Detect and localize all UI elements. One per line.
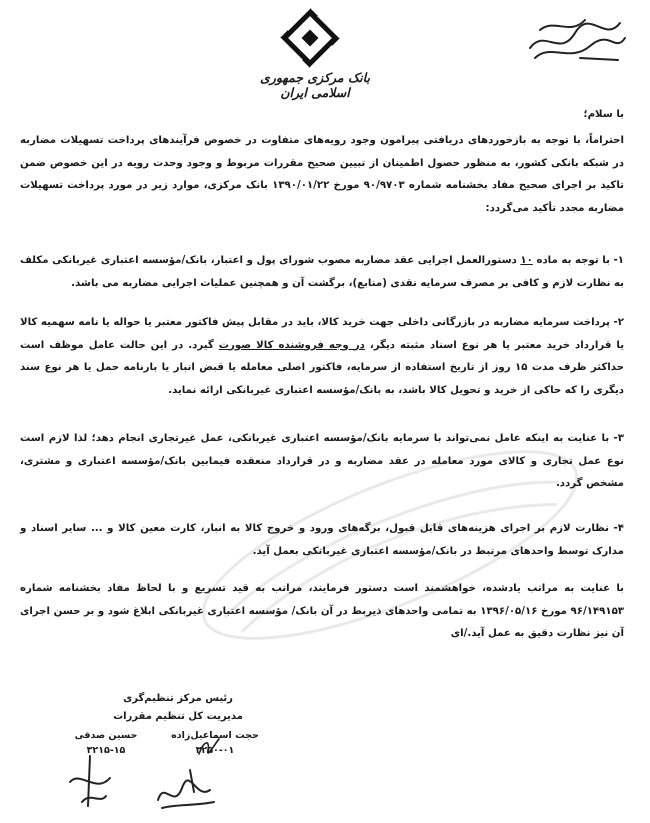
item-1-article-number: ۱۰ — [520, 255, 533, 266]
signatory-1-name: حجت اسماعیل‌زاده — [171, 730, 259, 741]
signatory-1-code: ۳۲۵۰-۰۱ — [195, 745, 235, 756]
item-1-text: دستورالعمل اجرایی عقد مضاربه مصوب شورای پول و اعتبار، بانک/مؤسسه اعتباری غیربانکی مکلف به نظارت لازم و کافی بر مصرف سرمایه نقدی (منابع)، برگشت آن و همچنین عملیات اجرایی مضاربه می باشد. — [20, 255, 624, 289]
signature-titles — [78, 690, 278, 726]
signature-1-icon — [150, 760, 220, 819]
bank-name: بانک مرکزی جمهوری اسلامی ایران — [260, 70, 370, 100]
signatory-2-name: حسین صدقی — [74, 730, 138, 741]
letter-item-1 — [20, 250, 624, 295]
signature-title-2: مدیریت کل تنظیم مقررات — [113, 711, 243, 722]
letter-item-4: ۴- نظارت لازم بر اجرای هزینه‌های قابل قبول، برگه‌های ورود و خروج کالا به انبار، کارت معین کالا و ... سایر اسناد و مدارک توسط واحدهای مرتبط در بانک/مؤسسه اعتباری غیربانکی بعمل آید. — [20, 523, 624, 557]
letter-item-3: ۳- با عنایت به اینکه عامل نمی‌تواند با سرمایه بانک/مؤسسه اعتباری غیربانکی، عمل غیرتجاری انجام دهد؛ لذا لازم است نوع عمل تجاری و کالای مورد معامله در عقد مضاربه و در قرارداد منعقده فیمابین بانک/مؤسسه اعتباری و مشتری، مشخص گردد. — [20, 433, 624, 490]
handwritten-stamp-icon — [520, 8, 630, 68]
central-bank-logo-icon — [278, 6, 342, 70]
letter-item-2 — [20, 312, 624, 402]
letter-greeting: با سلام؛ — [583, 109, 624, 120]
letter-closing: با عنایت به مراتب یادشده، خواهشمند است دستور فرمایند، مراتب به قید تسریع و با لحاظ مفاد بخشنامه شماره ۹۶/۱۴۹۱۵۳ مورخ ۱۳۹۶/۰۵/۱۶ به تمامی واحدهای ذیربط در آن بانک/ مؤسسه اعتباری غیربانکی ابلاغ شود و بر حسن اجرای آن نیز نظارت دقیق به عمل آید./ای — [20, 583, 625, 640]
signature-1-initial-icon — [196, 736, 222, 762]
letter-intro: احتراماً، با توجه به بازخوردهای دریافتی پیرامون وجود رویه‌های متفاوت در خصوص فرآیندهای پرداخت تسهیلات مضاربه در شبکه بانکی کشور، به منظور حصول اطمینان از تبیین صحیح مقررات مربوط و وجود وحدت رویه در این خصوص ضمن تاکید بر اجرای صحیح مفاد بخشنامه شماره ۹۰/۹۷۰۳ مورخ ۱۳۹۰/۰۱/۲۲ بانک مرکزی، موارد زیر در مورد پرداخت تسهیلات مضاربه مجدد تأکید می‌گردد: — [20, 135, 625, 214]
signature-title-1: رئیس مرکز تنظیم‌گری — [123, 693, 233, 704]
item-2-underlined-text: در وجه فروشنده کالا صورت — [218, 339, 365, 351]
item-1-prefix: ۱- با توجه به ماده — [532, 255, 624, 266]
signature-2-icon — [60, 752, 120, 816]
item-2-prefix: ۲- پرداخت سرمایه مضاربه در بازرگانی داخلی جهت خرید کالا، باید در مقابل پیش فاکتور معتبر یا حواله یا نامه سهمیه کالا یا قرارداد خرید معتبر یا هر نوع اسناد مثبته دیگر، — [20, 317, 625, 351]
item-2-text: گیرد. در این حالت عامل موظف است حداکثر ظرف مدت ۱۵ روز از تاریخ استفاده از سرمایه، فاکتور اصلی معامله یا قبض انبار یا بارنامه حمل یا هر نوع سند دیگری را که حاکی از خرید و تحویل کالا باشد، به بانک/مؤسسه اعتباری غیربانکی ارائه نماید. — [20, 339, 624, 396]
signatory-2-code: ۳۲۱۵-۱۵ — [86, 745, 126, 756]
